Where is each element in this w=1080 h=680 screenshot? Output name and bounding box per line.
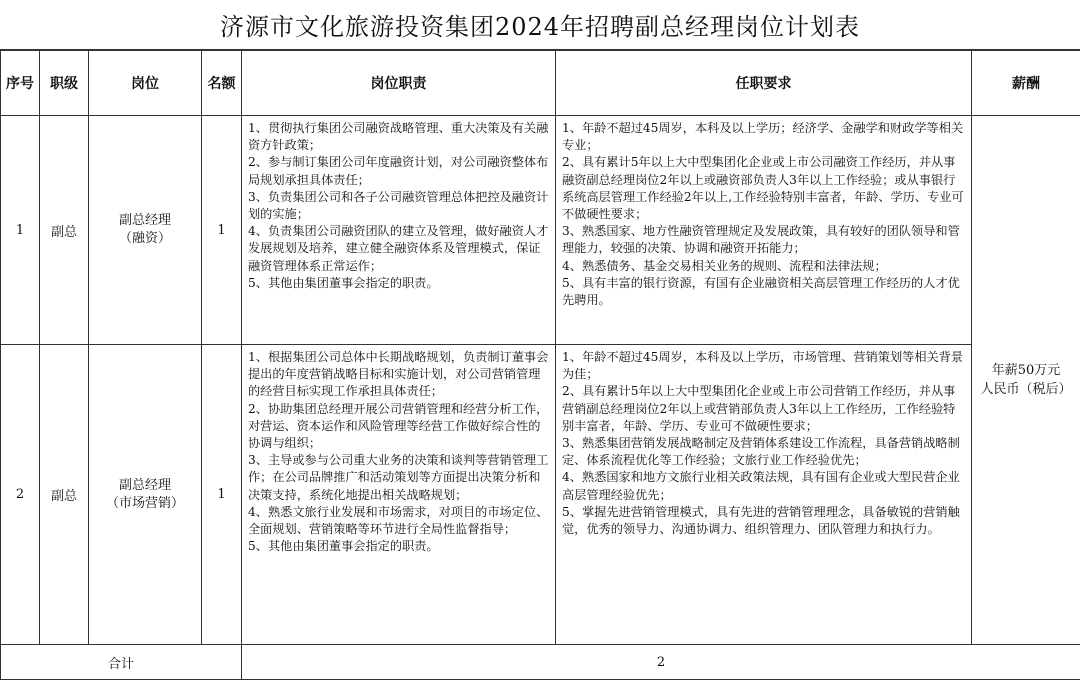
requirement-item: 1、年龄不超过45周岁，本科及以上学历；经济学、金融学和财政学等相关专业； <box>562 120 965 154</box>
duty-item: 4、负责集团公司融资团队的建立及管理，做好融资人才发展规划及培养，建立健全融资体系及管理模式，保证融资管理体系正常运作； <box>248 223 549 275</box>
header-row <box>1 51 1080 116</box>
duty-item: 5、其他由集团董事会指定的职责。 <box>248 275 549 292</box>
requirement-item: 4、熟悉债务、基金交易相关业务的规则、流程和法律法规； <box>562 258 965 275</box>
duty-item: 3、主导或参与公司重大业务的决策和谈判等营销管理工作；在公司品牌推广和活动策划等方面提出决策分析和决策支持，系统化地提出相关战略规划； <box>248 452 549 504</box>
recruitment-plan-table <box>0 50 1080 680</box>
header-quota: 名额 <box>202 51 242 116</box>
row-seq: 1 <box>1 116 40 345</box>
requirement-item: 5、具有丰富的银行资源，有国有企业融资相关高层管理工作经历的人才优先聘用。 <box>562 275 965 309</box>
header-duties: 岗位职责 <box>242 51 556 116</box>
row-level: 副总 <box>40 345 89 645</box>
position-title: 副总经理 <box>90 477 200 495</box>
position-specialty: （市场营销） <box>90 495 200 513</box>
row-quota: 1 <box>202 345 242 645</box>
total-row <box>1 645 1080 680</box>
row-quota: 1 <box>202 116 242 345</box>
table-row <box>1 116 1080 345</box>
duty-item: 1、贯彻执行集团公司融资战略管理、重大决策及有关融资方针政策； <box>248 120 549 154</box>
requirement-item: 3、熟悉国家、地方性融资管理规定及发展政策，具有较好的团队领导和管理能力，较强的决策、协调和融资开拓能力； <box>562 223 965 257</box>
table-row <box>1 345 1080 645</box>
header-position: 岗位 <box>89 51 202 116</box>
row-seq: 2 <box>1 345 40 645</box>
duty-item: 1、根据集团公司总体中长期战略规划，负责制订董事会提出的年度营销战略目标和实施计划，对公司营销管理的经营目标实现工作承担具体责任； <box>248 349 549 401</box>
duty-item: 4、熟悉文旅行业发展和市场需求，对项目的市场定位、全面规划、营销策略等环节进行全局性监督指导； <box>248 504 549 538</box>
row-requirements <box>556 116 972 345</box>
row-requirements <box>556 345 972 645</box>
header-requirements: 任职要求 <box>556 51 972 116</box>
salary-currency: 人民币（税后） <box>973 380 1079 399</box>
row-level: 副总 <box>40 116 89 345</box>
duty-item: 5、其他由集团董事会指定的职责。 <box>248 538 549 555</box>
requirement-item: 4、熟悉国家和地方文旅行业相关政策法规，具有国有企业或大型民营企业高层管理经验优先； <box>562 469 965 503</box>
requirement-item: 2、具有累计5年以上大中型集团化企业或上市公司融资工作经历，并从事融资副总经理岗位2年以上或融资部负责人3年以上工作经验；或从事银行系统高层管理工作经验2年以上,工作经验特别丰富者，年龄、学历、专业可不做硬性要求； <box>562 154 965 223</box>
requirement-item: 3、熟悉集团营销发展战略制定及营销体系建设工作流程，具备营销战略制定、体系流程优化等工作经验；文旅行业工作经验优先； <box>562 435 965 469</box>
row-position <box>89 116 202 345</box>
duty-item: 2、协助集团总经理开展公司营销管理和经营分析工作，对营运、资本运作和风险管理等经营工作做好综合性的协调与组织； <box>248 401 549 453</box>
requirement-item: 5、掌握先进营销管理模式，具有先进的营销管理理念，具备敏锐的营销触觉，优秀的领导力、沟通协调力、组织管理力、团队管理力和执行力。 <box>562 504 965 538</box>
duty-item: 2、参与制订集团公司年度融资计划，对公司融资整体布局规划承担具体责任； <box>248 154 549 188</box>
row-duties <box>242 345 556 645</box>
position-specialty: （融资） <box>90 230 200 248</box>
salary-amount: 年薪50万元 <box>973 361 1079 380</box>
requirement-item: 1、年龄不超过45周岁，本科及以上学历，市场管理、营销策划等相关背景为佳； <box>562 349 965 383</box>
header-level: 职级 <box>40 51 89 116</box>
duty-item: 3、负责集团公司和各子公司融资管理总体把控及融资计划的实施； <box>248 189 549 223</box>
header-salary: 薪酬 <box>972 51 1080 116</box>
row-position <box>89 345 202 645</box>
total-value: 2 <box>242 645 1080 680</box>
row-duties <box>242 116 556 345</box>
position-title: 副总经理 <box>90 212 200 230</box>
total-label: 合计 <box>1 645 242 680</box>
header-seq: 序号 <box>1 51 40 116</box>
requirement-item: 2、具有累计5年以上大中型集团化企业或上市公司营销工作经历，并从事营销副总经理岗位2年以上或营销部负责人3年以上工作经历，工作经验特别丰富者，年龄、学历、专业可不做硬性要求； <box>562 383 965 435</box>
page-title: 济源市文化旅游投资集团2024年招聘副总经理岗位计划表 <box>0 0 1080 50</box>
salary-cell <box>972 116 1080 645</box>
